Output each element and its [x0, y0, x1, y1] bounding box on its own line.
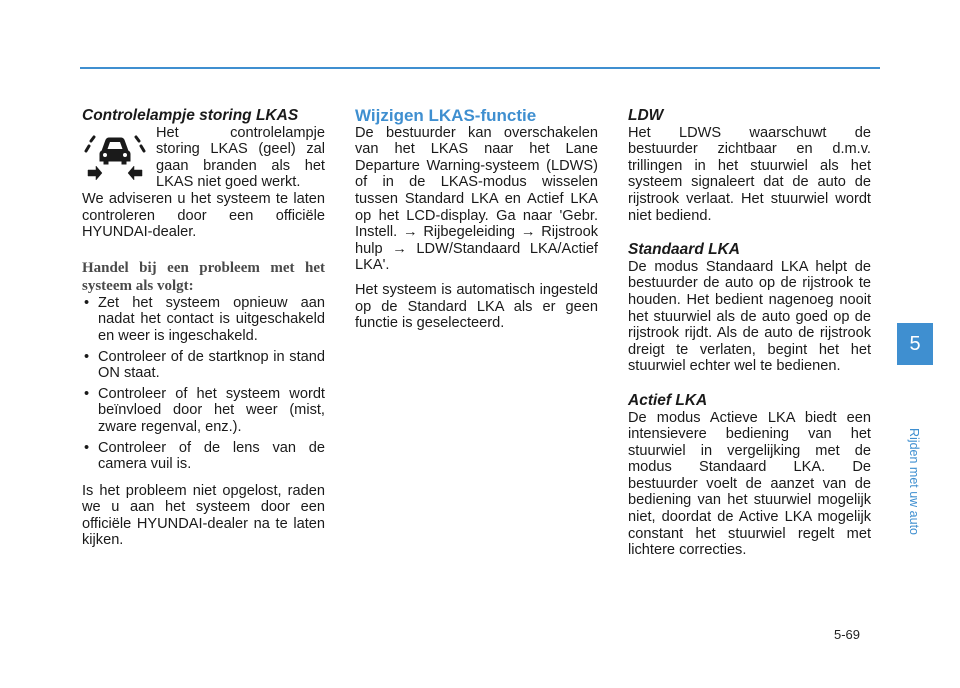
closing-text: Is het probleem niet opgelost, raden we u aan het systeem door een officiële HYUNDAI-dealer na te laten kijken.	[82, 482, 325, 549]
lkas-change-para-2: Het systeem is automatisch ingesteld op de Standard LKA als er geen functie is geselecteerd.	[355, 281, 598, 332]
standard-lka-heading: Standaard LKA	[628, 241, 740, 259]
active-lka-heading: Actief LKA	[628, 391, 708, 409]
chapter-tab: 5	[897, 323, 933, 365]
problem-subheading: Handel bij een probleem met het systeem als volgt:	[82, 259, 325, 294]
column-middle	[355, 108, 598, 332]
troubleshoot-list	[82, 295, 325, 473]
standard-lka-text: De modus Standaard LKA helpt de bestuurder de auto op de rijstrook te houden. Het bedient nagenoeg nooit het stuurwiel als de auto goed op de rijstrook rijdt. Als de auto de rijstrook dreigt te verlaten, begint het het stuurwiel echter wel te bedienen.	[628, 258, 871, 375]
advice-text: We adviseren u het systeem te laten controleren door een officiële HYUNDAI-dealer.	[82, 190, 325, 241]
page-number: 5-69	[833, 627, 860, 642]
active-lka-text: De modus Actieve LKA biedt een intensievere bediening van het stuurwiel in vergelijking met de modus Standaard LKA. De bestuurder voelt de aanzet van de bediening van het stuurwiel mogelijk niet, doordat de Active LKA mogelijk constant het stuurwiel regelt met lichtere correcties.	[628, 409, 871, 559]
lamp-heading: Controlelampje storing LKAS	[82, 107, 299, 124]
top-divider	[80, 67, 880, 69]
chapter-title-text: Rijden met uw auto	[907, 428, 921, 536]
list-item: • Controleer of de lens van de camera vuil is.	[82, 440, 325, 473]
lkas-change-heading: Wijzigen LKAS-functie	[355, 106, 537, 125]
column-left	[82, 108, 325, 549]
lamp-block	[82, 125, 325, 191]
lkas-change-para-1: De bestuurder kan overschakelen van het LKAS naar het Lane Departure Warning-systeem (LDWS) of in de LKAS-modus wisselen tussen Standard LKA en Actief LKA op het LCD-display. Ga naar 'Gebr. Instell. → Rijbegeleiding → Rijstrook hulp → LDW/Standaard LKA/Actief LKA'.	[355, 124, 598, 274]
list-item: • Zet het systeem opnieuw aan nadat het contact is uitgeschakeld en weer is ingeschakeld.	[82, 295, 325, 345]
list-item: • Controleer of het systeem wordt beïnvloed door het weer (mist, zware regenval, enz.).	[82, 386, 325, 436]
list-item: • Controleer of de startknop in stand ON staat.	[82, 349, 325, 382]
column-right	[628, 108, 871, 559]
lkas-warning-lamp-icon	[82, 127, 148, 187]
chapter-title	[906, 428, 922, 536]
ldw-heading: LDW	[628, 107, 664, 124]
ldw-text: Het LDWS waarschuwt de bestuurder zichtbaar en d.m.v. trillingen in het stuurwiel als het systeem signaleert dat de auto de rijstrook verlaat. Het stuurwiel wordt niet bediend.	[628, 124, 871, 224]
lamp-description: Het controlelampje storing LKAS (geel) zal gaan branden als het LKAS niet goed werkt.	[156, 124, 325, 191]
